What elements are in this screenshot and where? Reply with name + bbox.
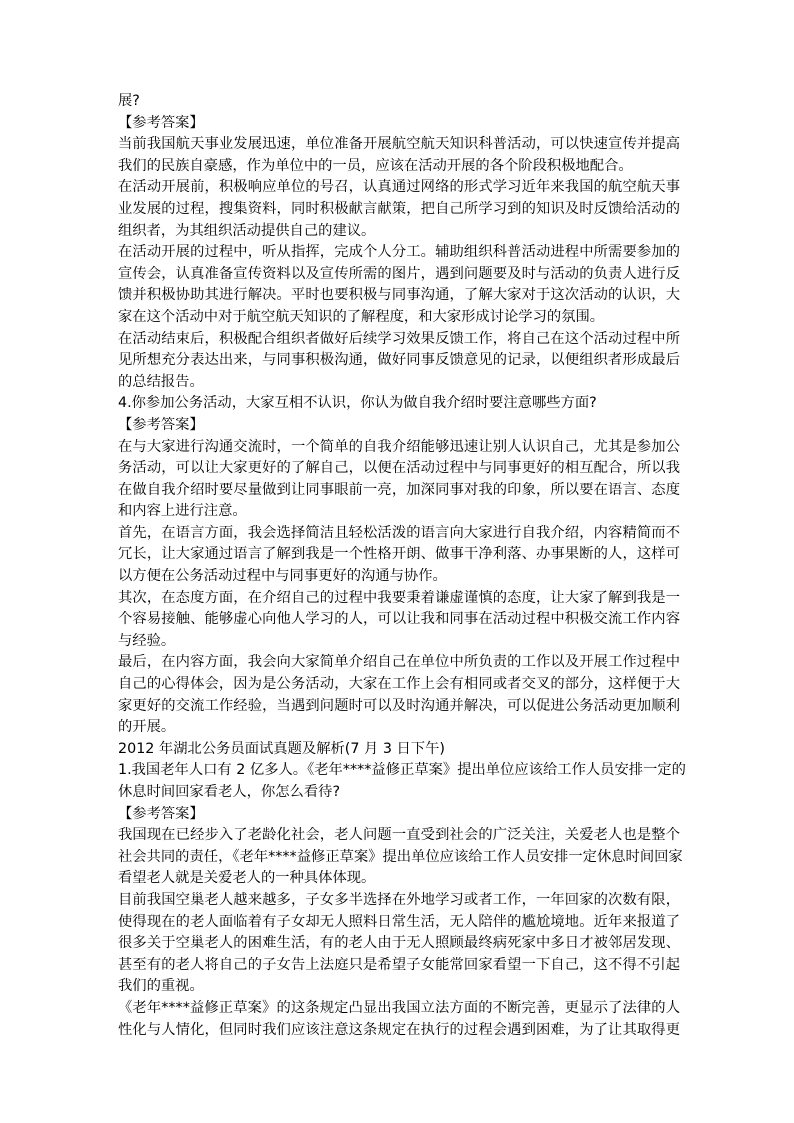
text-line: 在活动开展前，积极响应单位的号召，认真通过网络的形式学习近年来我国的航空航天事 <box>118 179 680 196</box>
paragraph <box>118 177 680 242</box>
paragraph <box>118 134 680 177</box>
paragraph <box>118 393 680 415</box>
text-line: 宣传会，认真准备宣传资料以及宣传所需的图片，遇到问题要及时与活动的负责人进行反 <box>118 265 680 282</box>
text-line: 休息时间回家看老人，你怎么看待? <box>118 784 341 800</box>
paragraph <box>118 652 680 738</box>
text-line: 自己的心得体会，因为是公务活动，大家在工作上会有相同或者交叉的部分，这样便于大 <box>118 676 680 693</box>
text-line: 的总结报告。 <box>118 373 204 390</box>
paragraph <box>118 825 683 890</box>
document-body <box>118 91 686 1041</box>
text-line: 看望老人就是关爱老人的一种具体体现。 <box>118 870 376 887</box>
paragraph <box>118 760 686 803</box>
text-line: 《老年****益修正草案》的这条规定凸显出我国立法方面的不断完善，更显示了法律的人 <box>118 999 680 1016</box>
paragraph <box>118 113 680 135</box>
paragraph <box>118 329 680 394</box>
text-line: 首先，在语言方面，我会选择简洁且轻松活泼的语言向大家进行自我介绍，内容精简而不 <box>118 524 680 541</box>
text-line: 馈并积极协助其进行解决。平时也要积极与同事沟通，了解大家对于这次活动的认识，大 <box>118 287 680 304</box>
text-line: 组织者，为其组织活动提供自己的建议。 <box>118 222 376 239</box>
paragraph <box>118 998 680 1041</box>
text-line: 2012 年湖北公务员面试真题及解析(7 月 3 日下午) <box>118 740 445 757</box>
text-line: 目前我国空巢老人越来越多，子女多半选择在外地学习或者工作，一年回家的次数有限， <box>118 891 680 908</box>
text-line: 甚至有的老人将自己的子女告上法庭只是希望子女能常回家看望一下自己，这不得不引起 <box>118 956 680 973</box>
text-line: 【参考答案】 <box>118 416 204 433</box>
text-line: 在活动开展的过程中，听从指挥，完成个人分工。辅助组织科普活动进程中所需要参加的 <box>118 244 680 261</box>
text-line: 见所想充分表达出来，与同事积极沟通，做好同事反馈意见的记录，以便组织者形成最后 <box>118 352 680 369</box>
text-line: 个容易接触、能够虚心向他人学习的人，可以让我和同事在活动过程中积极交流工作内容 <box>118 611 680 628</box>
paragraph <box>118 890 680 998</box>
text-line: 1.我国老年人口有 2 亿多人。《老年****益修正草案》提出单位应该给工作人员安排一定的 <box>118 762 686 779</box>
text-line: 的开展。 <box>118 719 176 736</box>
paragraph <box>118 523 680 588</box>
text-line: 我国现在已经步入了老龄化社会，老人问题一直受到社会的广泛关注，关爱老人也是整个 <box>118 827 680 844</box>
paragraph <box>118 739 680 761</box>
text-line: 使得现在的老人面临着有子女却无人照料日常生活，无人陪伴的尴尬境地。近年来报道了 <box>118 913 680 930</box>
text-line: 【参考答案】 <box>118 114 204 131</box>
text-line: 最后，在内容方面，我会向大家简单介绍自己在单位中所负责的工作以及开展工作过程中 <box>118 654 680 671</box>
text-line: 4.你参加公务活动，大家互相不认识，你认为做自我介绍时要注意哪些方面? <box>118 395 597 412</box>
text-line: 在做自我介绍时要尽量做到让同事眼前一亮，加深同事对我的印象，所以要在语言、态度 <box>118 481 680 498</box>
text-line: 当前我国航天事业发展迅速，单位准备开展航空航天知识科普活动，可以快速宣传并提高 <box>118 136 680 153</box>
text-line: 社会共同的责任，《老年****益修正草案》提出单位应该给工作人员安排一定休息时间回家 <box>118 848 683 865</box>
text-line: 家在这个活动中对于航空航天知识的了解程度，和大家形成讨论学习的氛围。 <box>118 308 605 325</box>
text-line: 以方便在公务活动过程中与同事更好的沟通与协作。 <box>118 568 447 585</box>
text-line: 【参考答案】 <box>118 805 204 822</box>
paragraph <box>118 437 680 523</box>
paragraph <box>118 91 680 113</box>
text-line: 家更好的交流工作经验，当遇到问题时可以及时沟通并解决，可以促进公务活动更加顺利 <box>118 697 680 714</box>
text-line: 我们的重视。 <box>118 978 204 995</box>
text-line: 务活动，可以让大家更好的了解自己，以便在活动过程中与同事更好的相互配合，所以我 <box>118 460 680 477</box>
paragraph <box>118 242 680 328</box>
text-line: 在与大家进行沟通交流时，一个简单的自我介绍能够迅速让别人认识自己，尤其是参加公 <box>118 438 680 455</box>
text-line: 与经验。 <box>118 632 176 649</box>
text-line: 和内容上进行注意。 <box>118 503 247 520</box>
text-line: 业发展的过程，搜集资料，同时积极献言献策，把自己所学习到的知识及时反馈给活动的 <box>118 200 680 217</box>
text-line: 我们的民族自豪感，作为单位中的一员，应该在活动开展的各个阶段积极地配合。 <box>118 157 633 174</box>
text-line: 冗长，让大家通过语言了解到我是一个性格开朗、做事干净利落、办事果断的人，这样可 <box>118 546 680 563</box>
text-line: 在活动结束后，积极配合组织者做好后续学习效果反馈工作，将自己在这个活动过程中所 <box>118 330 680 347</box>
text-line: 性化与人情化，但同时我们应该注意这条规定在执行的过程会遇到困难，为了让其取得更 <box>118 1021 680 1038</box>
text-line: 其次，在态度方面，在介绍自己的过程中我要秉着谦虚谨慎的态度，让大家了解到我是一 <box>118 589 680 606</box>
paragraph <box>118 588 680 653</box>
paragraph <box>118 415 680 437</box>
paragraph <box>118 804 680 826</box>
text-line: 展? <box>118 93 140 109</box>
text-line: 很多关于空巢老人的困难生活，有的老人由于无人照顾最终病死家中多日才被邻居发现、 <box>118 935 680 952</box>
